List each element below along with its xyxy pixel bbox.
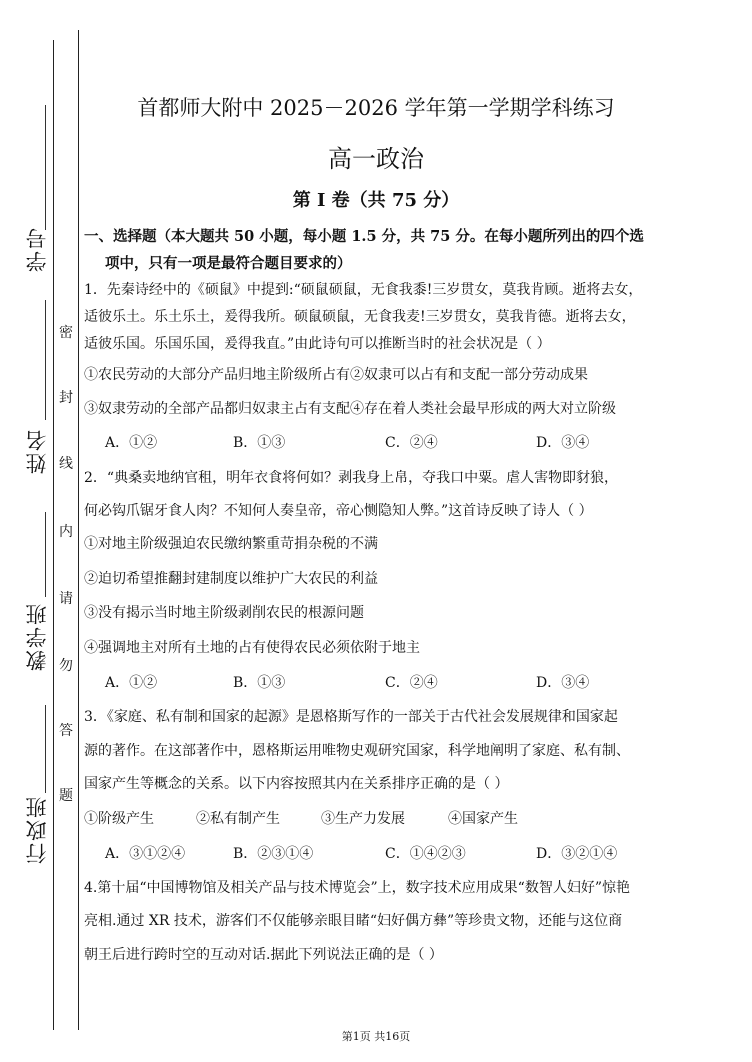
q3-item-4: ④国家产生 [448,811,518,827]
q2-option-c[interactable]: C．②④ [385,675,438,691]
section-instructions-line2: 项中，只有一项是最符合题目要求的） [105,255,352,272]
q4-stem-line2: 亮相.通过 XR 技术，游客们不仅能够亲眼目睹“妇好偶方彝”等珍贵文物，还能与这位商 [84,913,623,929]
q3-item-2: ②私有制产生 [196,811,280,827]
student-id-label: 学号 [25,226,49,272]
q1-stem-line1: 1．先秦诗经中的《硕鼠》中提到:“硕鼠硕鼠，无食我黍!三岁贯女，莫我肯顾。逝将去女， [84,282,643,298]
q1-option-a[interactable]: A．①② [105,435,158,451]
volume-title: 第 I 卷（共 75 分） [292,190,460,211]
seal-char-4: 内 [59,524,73,540]
q3-option-d[interactable]: D．③②①④ [536,846,618,862]
q2-option-a[interactable]: A．①② [105,675,158,691]
q2-stem-line2: 何必钩爪锯牙食人肉？不知何人奏皇帝，帝心恻隐知人弊。”这首诗反映了诗人（ ） [84,503,593,519]
q2-statement-4: ④强调地主对所有土地的占有使得农民必须依附于地主 [84,640,420,656]
exam-title: 首都师大附中 2025－2026 学年第一学期学科练习 [137,96,615,120]
name-underline [45,300,46,420]
q3-option-c[interactable]: C．①④②③ [385,846,466,862]
q2-stem-line1: 2．“典桑卖地纳官租，明年衣食将何如？剥我身上帛，夺我口中粟。虐人害物即豺狼， [84,470,619,486]
admin-class-label: 行政班 [25,795,49,864]
q1-option-c[interactable]: C．②④ [385,435,438,451]
q2-option-d[interactable]: D．③④ [536,675,590,691]
admin-class-underline [45,705,46,793]
q2-statement-1: ①对地主阶级强迫农民缴纳繁重苛捐杂税的不满 [84,536,378,552]
q1-option-d[interactable]: D．③④ [536,435,590,451]
q4-stem-line3: 朝王后进行跨时空的互动对话.据此下列说法正确的是（ ） [84,947,443,963]
q3-stem-line2: 源的著作。在这部著作中，恩格斯运用唯物史观研究国家，科学地阐明了家庭、私有制、 [84,743,630,759]
seal-char-3: 线 [59,456,73,472]
q3-stem-line3: 国家产生等概念的关系。以下内容按照其内在关系排序正确的是（ ） [84,776,509,792]
q2-statement-3: ③没有揭示当时地主阶级剥削农民的根源问题 [84,605,364,621]
q1-stem-line3: 适彼乐国。乐国乐国，爰得我直。”由此诗句可以推断当时的社会状况是（ ） [84,336,551,352]
section-instructions-line1: 一、选择题（本大题共 50 小题，每小题 1.5 分，共 75 分。在每小题所列出的四个选 [84,228,644,245]
q1-statement-3-4: ③奴隶劳动的全部产品都归奴隶主占有支配④存在着人类社会最早形成的两大对立阶级 [84,401,616,417]
q2-option-b[interactable]: B．①③ [233,675,286,691]
page-footer: 第1页 共16页 [341,1030,411,1043]
seal-char-2: 封 [59,390,73,406]
q3-item-1: ①阶级产生 [84,811,154,827]
teaching-class-underline [45,512,46,597]
seal-char-5: 请 [59,591,73,607]
q3-stem-line1: 3．《家庭、私有制和国家的起源》是恩格斯写作的一部关于古代社会发展规律和国家起 [84,709,618,725]
name-label: 姓名 [25,428,49,474]
q1-option-b[interactable]: B．①③ [233,435,286,451]
q4-stem-line1: 4.第十届“中国博物馆及相关产品与技术博览会”上，数字技术应用成果“数智人妇好”惊艳 [84,880,630,896]
q3-option-b[interactable]: B．②③①④ [233,846,314,862]
seal-char-7: 答 [59,723,73,739]
q1-stem-line2: 适彼乐土。乐土乐土，爰得我所。硕鼠硕鼠，无食我麦!三岁贯女，莫我肯德。逝将去女， [84,309,636,325]
q2-statement-2: ②迫切希望推翻封建制度以维护广大农民的利益 [84,571,378,587]
q1-statement-1-2: ①农民劳动的大部分产品归地主阶级所占有②奴隶可以占有和支配一部分劳动成果 [84,367,588,383]
teaching-class-label: 教学班 [25,602,49,671]
seal-char-8: 题 [59,788,73,804]
subject-title: 高一政治 [328,145,424,173]
seal-char-6: 勿 [59,658,73,674]
q3-item-3: ③生产力发展 [321,811,405,827]
q3-option-a[interactable]: A．③①②④ [105,846,186,862]
binding-line-inner [78,30,79,1030]
seal-char-1: 密 [59,325,73,341]
